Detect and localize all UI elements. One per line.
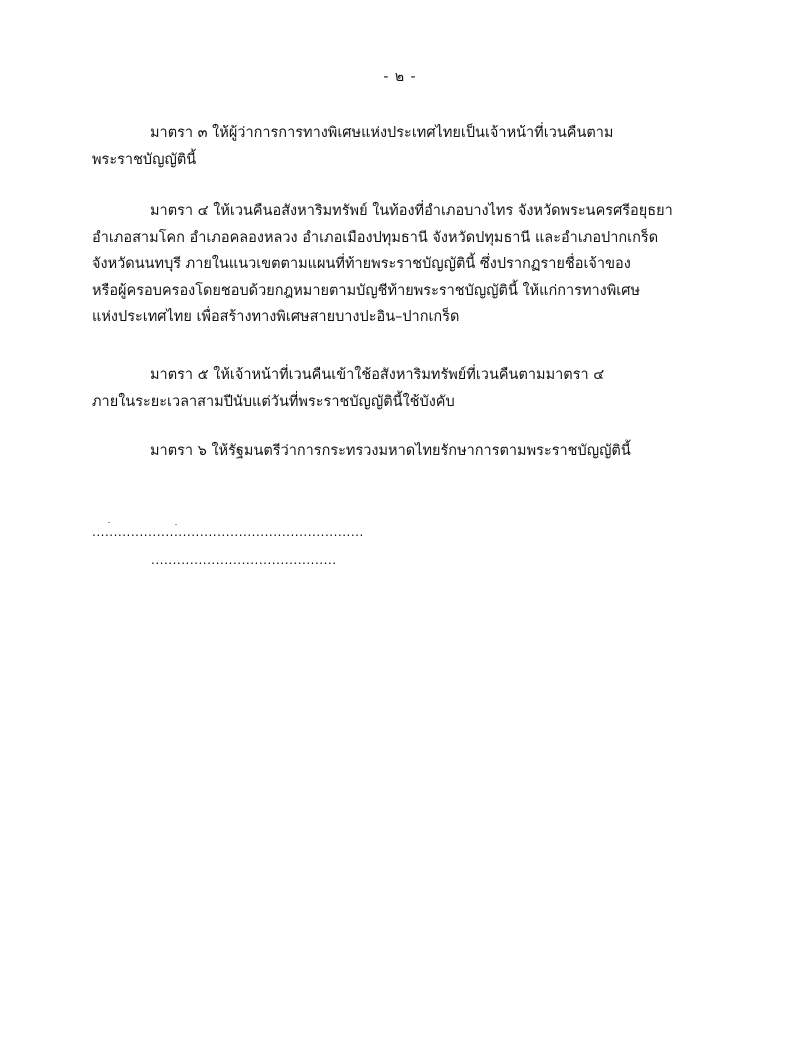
page-number: - ๒ - [383,69,417,85]
section-3 [92,120,692,173]
section-4-line-5: แห่งประเทศไทย เพื่อสร้างทางพิเศษสายบางปะอิน–ปากเกร็ด [92,309,460,325]
section-5 [92,362,692,415]
section-3-line-2: พระราชบัญญัตินี้ [92,151,197,168]
section-4-line-3: จังหวัดนนทบุรี ภายในแนวเขตตามแผนที่ท้ายพระราชบัญญัตินี้ ซึ่งปรากฏรายชื่อเจ้าของ [92,256,631,272]
signature-dotted-line-1: ............................................................... [92,525,364,539]
scan-speck [108,522,110,523]
section-4-line-2: อำเภอสามโคก อำเภอคลองหลวง อำเภอเมืองปทุมธานี จังหวัดปทุมธานี และอำเภอปากเกร็ด [92,229,659,246]
section-5-line-1: มาตรา ๕ ให้เจ้าหน้าที่เวนคืนเข้าใช้อสังหาริมทรัพย์ที่เวนคืนตามมาตรา ๔ [150,367,605,383]
signature-dotted-line-2: ........................................... [151,553,337,567]
section-4 [92,198,692,331]
section-3-line-1: มาตรา ๓ ให้ผู้ว่าการการทางพิเศษแห่งประเทศไทยเป็นเจ้าหน้าที่เวนคืนตาม [150,125,614,141]
section-5-line-2: ภายในระยะเวลาสามปีนับแต่วันที่พระราชบัญญัตินี้ใช้บังคับ [92,393,455,410]
section-4-line-1: มาตรา ๔ ให้เวนคืนอสังหาริมทรัพย์ ในท้องที่อำเภอบางไทร จังหวัดพระนครศรีอยุธยา [150,203,673,219]
section-4-line-4: หรือผู้ครอบครองโดยชอบด้วยกฎหมายตามบัญชีท้ายพระราชบัญญัตินี้ ให้แก่การทางพิเศษ [92,282,641,299]
section-6-line-1: มาตรา ๖ ให้รัฐมนตรีว่าการกระทรวงมหาดไทยรักษาการตามพระราชบัญญัตินี้ [150,443,631,459]
section-6 [92,438,692,465]
